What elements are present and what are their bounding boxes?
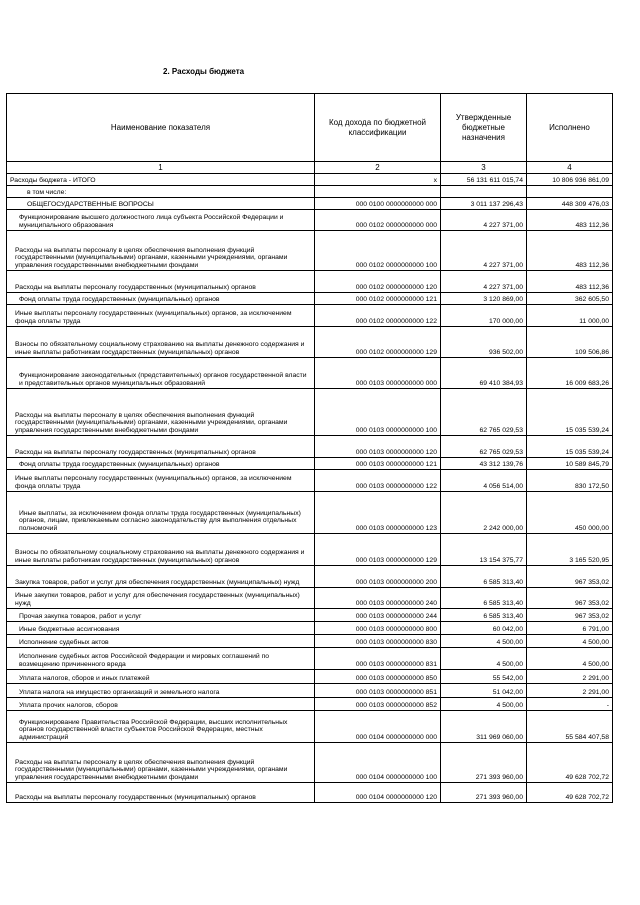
row-code: 000 0104 0000000000 100 [315,743,441,783]
row-name: Прочая закупка товаров, работ и услуг [7,609,315,622]
row-name: Иные закупки товаров, работ и услуг для обеспечения государственных (муниципальных) нужд [7,588,315,609]
row-name: Иные выплаты персоналу государственных (муниципальных) органов, за исключением фонда оплаты труда [7,305,315,327]
row-approved: 4 227 371,00 [441,210,527,231]
row-executed [527,186,613,198]
table-row [7,622,613,635]
row-code: 000 0103 0000000000 120 [315,436,441,458]
row-name: Фонд оплаты труда государственных (муниципальных) органов [7,293,315,305]
row-approved: 60 042,00 [441,622,527,635]
row-executed: 967 353,02 [527,609,613,622]
table-row [7,210,613,231]
table-row [7,198,613,210]
table-row [7,635,613,648]
row-executed: 448 309 476,03 [527,198,613,210]
row-approved: 13 154 375,77 [441,534,527,566]
table-row [7,327,613,358]
row-approved: 936 502,00 [441,327,527,358]
table-row [7,684,613,698]
row-approved: 3 011 137 296,43 [441,198,527,210]
table-row [7,271,613,293]
table-row [7,174,613,186]
row-approved: 62 765 029,53 [441,436,527,458]
row-name: Фонд оплаты труда государственных (муниципальных) органов [7,458,315,470]
row-name: в том числе: [7,186,315,198]
row-name: Иные выплаты, за исключением фонда оплаты труда государственных (муниципальных) органов, лицам, привлекаемым согласно законодательству для выполнения отдельных полномочий [7,492,315,534]
row-name: Расходы на выплаты персоналу государственных (муниципальных) органов [7,436,315,458]
row-code: 000 0103 0000000000 100 [315,389,441,436]
row-name: Уплата налога на имущество организаций и земельного налога [7,684,315,698]
row-executed: 2 291,00 [527,670,613,684]
row-code: 000 0102 0000000000 121 [315,293,441,305]
row-name: Расходы на выплаты персоналу в целях обеспечения выполнения функций государственными (муниципальными) органами, казенными учреждениями, органами управления государственными внебюджетными фондами [7,389,315,436]
table-row [7,305,613,327]
row-approved [441,186,527,198]
row-executed: 362 605,50 [527,293,613,305]
table-row [7,389,613,436]
row-code: 000 0103 0000000000 244 [315,609,441,622]
row-approved: 62 765 029,53 [441,389,527,436]
row-approved: 56 131 611 015,74 [441,174,527,186]
table-body [7,174,613,803]
row-executed: 4 500,00 [527,648,613,670]
table-row [7,186,613,198]
row-approved: 69 410 384,93 [441,358,527,389]
column-number: 3 [441,162,527,174]
row-approved: 6 585 313,40 [441,609,527,622]
header-executed: Исполнено [527,94,613,162]
row-name: Функционирование высшего должностного лица субъекта Российской Федерации и муниципального образования [7,210,315,231]
row-executed: 2 291,00 [527,684,613,698]
row-name: Расходы на выплаты персоналу в целях обеспечения выполнения функций государственными (муниципальными) органами, казенными учреждениями, органами управления государственными внебюджетными фондами [7,743,315,783]
row-name: Иные выплаты персоналу государственных (муниципальных) органов, за исключением фонда оплаты труда [7,470,315,492]
column-number-row [7,162,613,174]
row-code: 000 0102 0000000000 120 [315,271,441,293]
row-code: 000 0102 0000000000 122 [315,305,441,327]
row-approved: 51 042,00 [441,684,527,698]
row-name: Функционирование законодательных (представительных) органов государственной власти и представительных органов муниципальных образований [7,358,315,389]
row-executed: 11 000,00 [527,305,613,327]
row-executed: 3 165 520,95 [527,534,613,566]
expenses-table [6,93,613,803]
row-approved: 2 242 000,00 [441,492,527,534]
row-approved: 4 227 371,00 [441,271,527,293]
row-executed: 10 806 936 861,09 [527,174,613,186]
row-approved: 311 969 060,00 [441,711,527,743]
table-row [7,358,613,389]
row-code: 000 0103 0000000000 851 [315,684,441,698]
row-code: 000 0103 0000000000 129 [315,534,441,566]
row-executed: 967 353,02 [527,588,613,609]
row-name: Расходы бюджета - ИТОГО [7,174,315,186]
row-name: Уплата налогов, сборов и иных платежей [7,670,315,684]
row-approved: 4 056 514,00 [441,470,527,492]
header-approved: Утвержденные бюджетные назначения [441,94,527,162]
row-code: 000 0102 0000000000 100 [315,231,441,271]
row-name: ОБЩЕГОСУДАРСТВЕННЫЕ ВОПРОСЫ [7,198,315,210]
row-executed: 483 112,36 [527,271,613,293]
table-row [7,293,613,305]
row-executed: 109 506,86 [527,327,613,358]
row-executed: 55 584 407,58 [527,711,613,743]
row-code: 000 0103 0000000000 123 [315,492,441,534]
row-code: 000 0104 0000000000 000 [315,711,441,743]
row-code: 000 0103 0000000000 830 [315,635,441,648]
row-code: 000 0104 0000000000 120 [315,783,441,803]
table-row [7,588,613,609]
row-executed: 830 172,50 [527,470,613,492]
row-code: 000 0100 0000000000 000 [315,198,441,210]
row-executed: - [527,698,613,711]
row-code [315,186,441,198]
column-number: 1 [7,162,315,174]
row-executed: 4 500,00 [527,635,613,648]
row-executed: 10 589 845,79 [527,458,613,470]
row-approved: 4 500,00 [441,648,527,670]
row-executed: 16 009 683,26 [527,358,613,389]
row-code: 000 0103 0000000000 850 [315,670,441,684]
row-code: 000 0102 0000000000 000 [315,210,441,231]
header-name: Наименование показателя [7,94,315,162]
table-row [7,534,613,566]
table-row [7,698,613,711]
row-approved: 4 500,00 [441,698,527,711]
table-row [7,566,613,588]
header-row [7,94,613,162]
row-executed: 967 353,02 [527,566,613,588]
row-code: 000 0103 0000000000 831 [315,648,441,670]
row-approved: 6 585 313,40 [441,588,527,609]
row-executed: 49 628 702,72 [527,743,613,783]
row-name: Расходы на выплаты персоналу государственных (муниципальных) органов [7,271,315,293]
row-name: Исполнение судебных актов [7,635,315,648]
row-name: Расходы на выплаты персоналу в целях обеспечения выполнения функций государственными (муниципальными) органами, казенными учреждениями, органами управления государственными внебюджетными фондами [7,231,315,271]
row-name: Исполнение судебных актов Российской Федерации и мировых соглашений по возмещению причиненного вреда [7,648,315,670]
table-row [7,458,613,470]
table-row [7,492,613,534]
column-number: 2 [315,162,441,174]
row-approved: 4 500,00 [441,635,527,648]
row-approved: 55 542,00 [441,670,527,684]
column-number: 4 [527,162,613,174]
row-name: Взносы по обязательному социальному страхованию на выплаты денежного содержания и иные выплаты работникам государственных (муниципальных) органов [7,327,315,358]
row-code: 000 0103 0000000000 800 [315,622,441,635]
table-row [7,711,613,743]
row-name: Уплата прочих налогов, сборов [7,698,315,711]
section-title: 2. Расходы бюджета [163,67,245,76]
row-name: Закупка товаров, работ и услуг для обеспечения государственных (муниципальных) нужд [7,566,315,588]
row-code: 000 0103 0000000000 240 [315,588,441,609]
row-code: 000 0103 0000000000 121 [315,458,441,470]
row-name: Взносы по обязательному социальному страхованию на выплаты денежного содержания и иные выплаты работникам государственных (муниципальных) органов [7,534,315,566]
table-row [7,648,613,670]
row-approved: 170 000,00 [441,305,527,327]
header-code: Код дохода по бюджетной классификации [315,94,441,162]
row-code: 000 0103 0000000000 122 [315,470,441,492]
row-approved: 4 227 371,00 [441,231,527,271]
row-approved: 271 393 960,00 [441,783,527,803]
table-row [7,609,613,622]
row-approved: 271 393 960,00 [441,743,527,783]
table-row [7,670,613,684]
row-name: Расходы на выплаты персоналу государственных (муниципальных) органов [7,783,315,803]
row-name: Иные бюджетные ассигнования [7,622,315,635]
row-approved: 6 585 313,40 [441,566,527,588]
row-code: 000 0103 0000000000 200 [315,566,441,588]
row-executed: 6 791,00 [527,622,613,635]
row-executed: 450 000,00 [527,492,613,534]
row-approved: 43 312 139,76 [441,458,527,470]
row-executed: 15 035 539,24 [527,389,613,436]
row-approved: 3 120 869,00 [441,293,527,305]
row-code: 000 0103 0000000000 000 [315,358,441,389]
row-code: 000 0102 0000000000 129 [315,327,441,358]
table-row [7,436,613,458]
row-executed: 483 112,36 [527,231,613,271]
row-executed: 49 628 702,72 [527,783,613,803]
table-row [7,231,613,271]
table-row [7,783,613,803]
table-row [7,470,613,492]
row-executed: 15 035 539,24 [527,436,613,458]
row-name: Функционирование Правительства Российской Федерации, высших исполнительных органов государственной власти субъектов Российской Федерации, местных администраций [7,711,315,743]
row-code: x [315,174,441,186]
row-executed: 483 112,36 [527,210,613,231]
table-row [7,743,613,783]
row-code: 000 0103 0000000000 852 [315,698,441,711]
